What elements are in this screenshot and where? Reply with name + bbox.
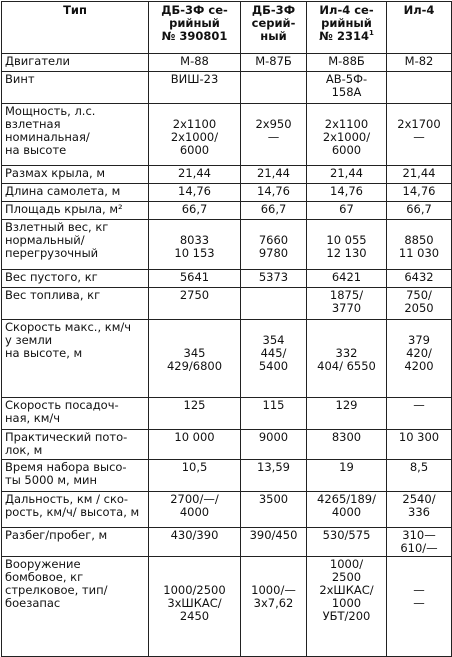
spec-table xyxy=(1,1,452,657)
row-label: Взлетный вес, кг нормальный/ перегрузочный xyxy=(2,220,149,270)
table-cell: 5641 xyxy=(149,270,241,288)
row-label: Практический пото- лок, м xyxy=(2,430,149,460)
row-label: Скорость макс., км/ч у земли на высоте, м xyxy=(2,320,149,398)
table-row xyxy=(2,430,452,460)
table-cell: 8300 xyxy=(307,430,387,460)
table-row xyxy=(2,398,452,430)
table-cell xyxy=(387,72,452,104)
table-cell: 9000 xyxy=(241,430,307,460)
table-cell: 5373 xyxy=(241,270,307,288)
table-cell: 8033 10 153 xyxy=(149,220,241,270)
row-label: Дальность, км / ско- рость, км/ч/ высота, м xyxy=(2,492,149,528)
table-cell: 750/ 2050 xyxy=(387,288,452,320)
table-cell: М-88Б xyxy=(307,54,387,72)
table-cell: 2540/ 336 xyxy=(387,492,452,528)
spec-body xyxy=(2,54,452,657)
table-cell: 10 300 xyxy=(387,430,452,460)
table-row xyxy=(2,54,452,72)
table-cell: 21,44 xyxy=(307,166,387,184)
table-cell: 67 xyxy=(307,202,387,220)
header-row xyxy=(2,2,452,54)
row-label: Двигатели xyxy=(2,54,149,72)
table-cell: 2x1700 — xyxy=(387,104,452,166)
table-row xyxy=(2,184,452,202)
table-cell: 354 445/ 5400 xyxy=(241,320,307,398)
row-label: Разбег/пробег, м xyxy=(2,528,149,557)
table-row xyxy=(2,557,452,657)
row-label: Время набора высо- ты 5000 м, мин xyxy=(2,460,149,492)
table-cell: 1000/— 3х7,62 xyxy=(241,557,307,657)
table-cell: 2750 xyxy=(149,288,241,320)
table-cell: 125 xyxy=(149,398,241,430)
table-cell: М-88 xyxy=(149,54,241,72)
row-label: Винт xyxy=(2,72,149,104)
table-cell: — — xyxy=(387,557,452,657)
table-cell: 345 429/6800 xyxy=(149,320,241,398)
row-label: Вооружение бомбовое, кг стрелковое, тип/ боезапас xyxy=(2,557,149,657)
table-row xyxy=(2,270,452,288)
table-cell: 6421 xyxy=(307,270,387,288)
table-cell: 7660 9780 xyxy=(241,220,307,270)
table-cell: 1000/2500 3хШКАС/ 2450 xyxy=(149,557,241,657)
table-cell: 19 xyxy=(307,460,387,492)
table-cell: 379 420/ 4200 xyxy=(387,320,452,398)
table-row xyxy=(2,320,452,398)
table-cell: 3500 xyxy=(241,492,307,528)
table-cell: 2x950 — xyxy=(241,104,307,166)
table-cell xyxy=(241,72,307,104)
table-cell: 10,5 xyxy=(149,460,241,492)
row-label: Длина самолета, м xyxy=(2,184,149,202)
table-cell: 129 xyxy=(307,398,387,430)
table-cell: 2700/—/ 4000 xyxy=(149,492,241,528)
table-cell: — xyxy=(387,398,452,430)
table-row xyxy=(2,166,452,184)
table-cell: 66,7 xyxy=(149,202,241,220)
row-label: Скорость посадоч- ная, км/ч xyxy=(2,398,149,430)
table-cell: 66,7 xyxy=(387,202,452,220)
row-label: Вес пустого, кг xyxy=(2,270,149,288)
table-cell: 6432 xyxy=(387,270,452,288)
table-row xyxy=(2,492,452,528)
table-cell: 14,76 xyxy=(307,184,387,202)
table-cell: 4265/189/ 4000 xyxy=(307,492,387,528)
table-cell: 115 xyxy=(241,398,307,430)
table-cell: 14,76 xyxy=(387,184,452,202)
table-cell: 21,44 xyxy=(241,166,307,184)
header-il4: Ил-4 xyxy=(387,2,452,54)
table-cell: 2x1100 2x1000/ 6000 xyxy=(149,104,241,166)
table-cell: 2x1100 2x1000/ 6000 xyxy=(307,104,387,166)
table-cell: 14,76 xyxy=(241,184,307,202)
table-cell: 1000/ 2500 2хШКАС/ 1000 УБТ/200 xyxy=(307,557,387,657)
table-cell: 10 000 xyxy=(149,430,241,460)
table-row xyxy=(2,460,452,492)
header-il4-2314-label: Ил-4 се- рийный № 2314 xyxy=(319,3,374,43)
table-row xyxy=(2,104,452,166)
table-cell: 21,44 xyxy=(387,166,452,184)
table-cell: 13,59 xyxy=(241,460,307,492)
table-cell: 310— 610/— xyxy=(387,528,452,557)
table-row xyxy=(2,72,452,104)
table-cell: М-82 xyxy=(387,54,452,72)
table-row xyxy=(2,288,452,320)
table-row xyxy=(2,202,452,220)
row-label: Мощность, л.с. взлетная номинальная/ на высоте xyxy=(2,104,149,166)
table-cell: 8850 11 030 xyxy=(387,220,452,270)
row-label: Размах крыла, м xyxy=(2,166,149,184)
row-label: Площадь крыла, м² xyxy=(2,202,149,220)
table-cell: 14,76 xyxy=(149,184,241,202)
table-row xyxy=(2,220,452,270)
table-cell: 10 055 12 130 xyxy=(307,220,387,270)
table-cell xyxy=(241,288,307,320)
table-cell: 332 404/ 6550 xyxy=(307,320,387,398)
table-cell: 66,7 xyxy=(241,202,307,220)
table-cell: 21,44 xyxy=(149,166,241,184)
header-il4-2314 xyxy=(307,2,387,54)
footnote-mark: 1 xyxy=(368,29,374,38)
table-cell: М-87Б xyxy=(241,54,307,72)
table-cell: 530/575 xyxy=(307,528,387,557)
table-cell: 390/450 xyxy=(241,528,307,557)
row-label: Вес топлива, кг xyxy=(2,288,149,320)
table-cell: ВИШ-23 xyxy=(149,72,241,104)
table-cell: АВ-5Ф- 158А xyxy=(307,72,387,104)
table-cell: 430/390 xyxy=(149,528,241,557)
table-row xyxy=(2,528,452,557)
table-cell: 8,5 xyxy=(387,460,452,492)
table-cell: 1875/ 3770 xyxy=(307,288,387,320)
header-type: Тип xyxy=(2,2,149,54)
header-db3f-390801: ДБ-3Ф се- рийный № 390801 xyxy=(149,2,241,54)
header-db3f-serial: ДБ-3Ф серий- ный xyxy=(241,2,307,54)
